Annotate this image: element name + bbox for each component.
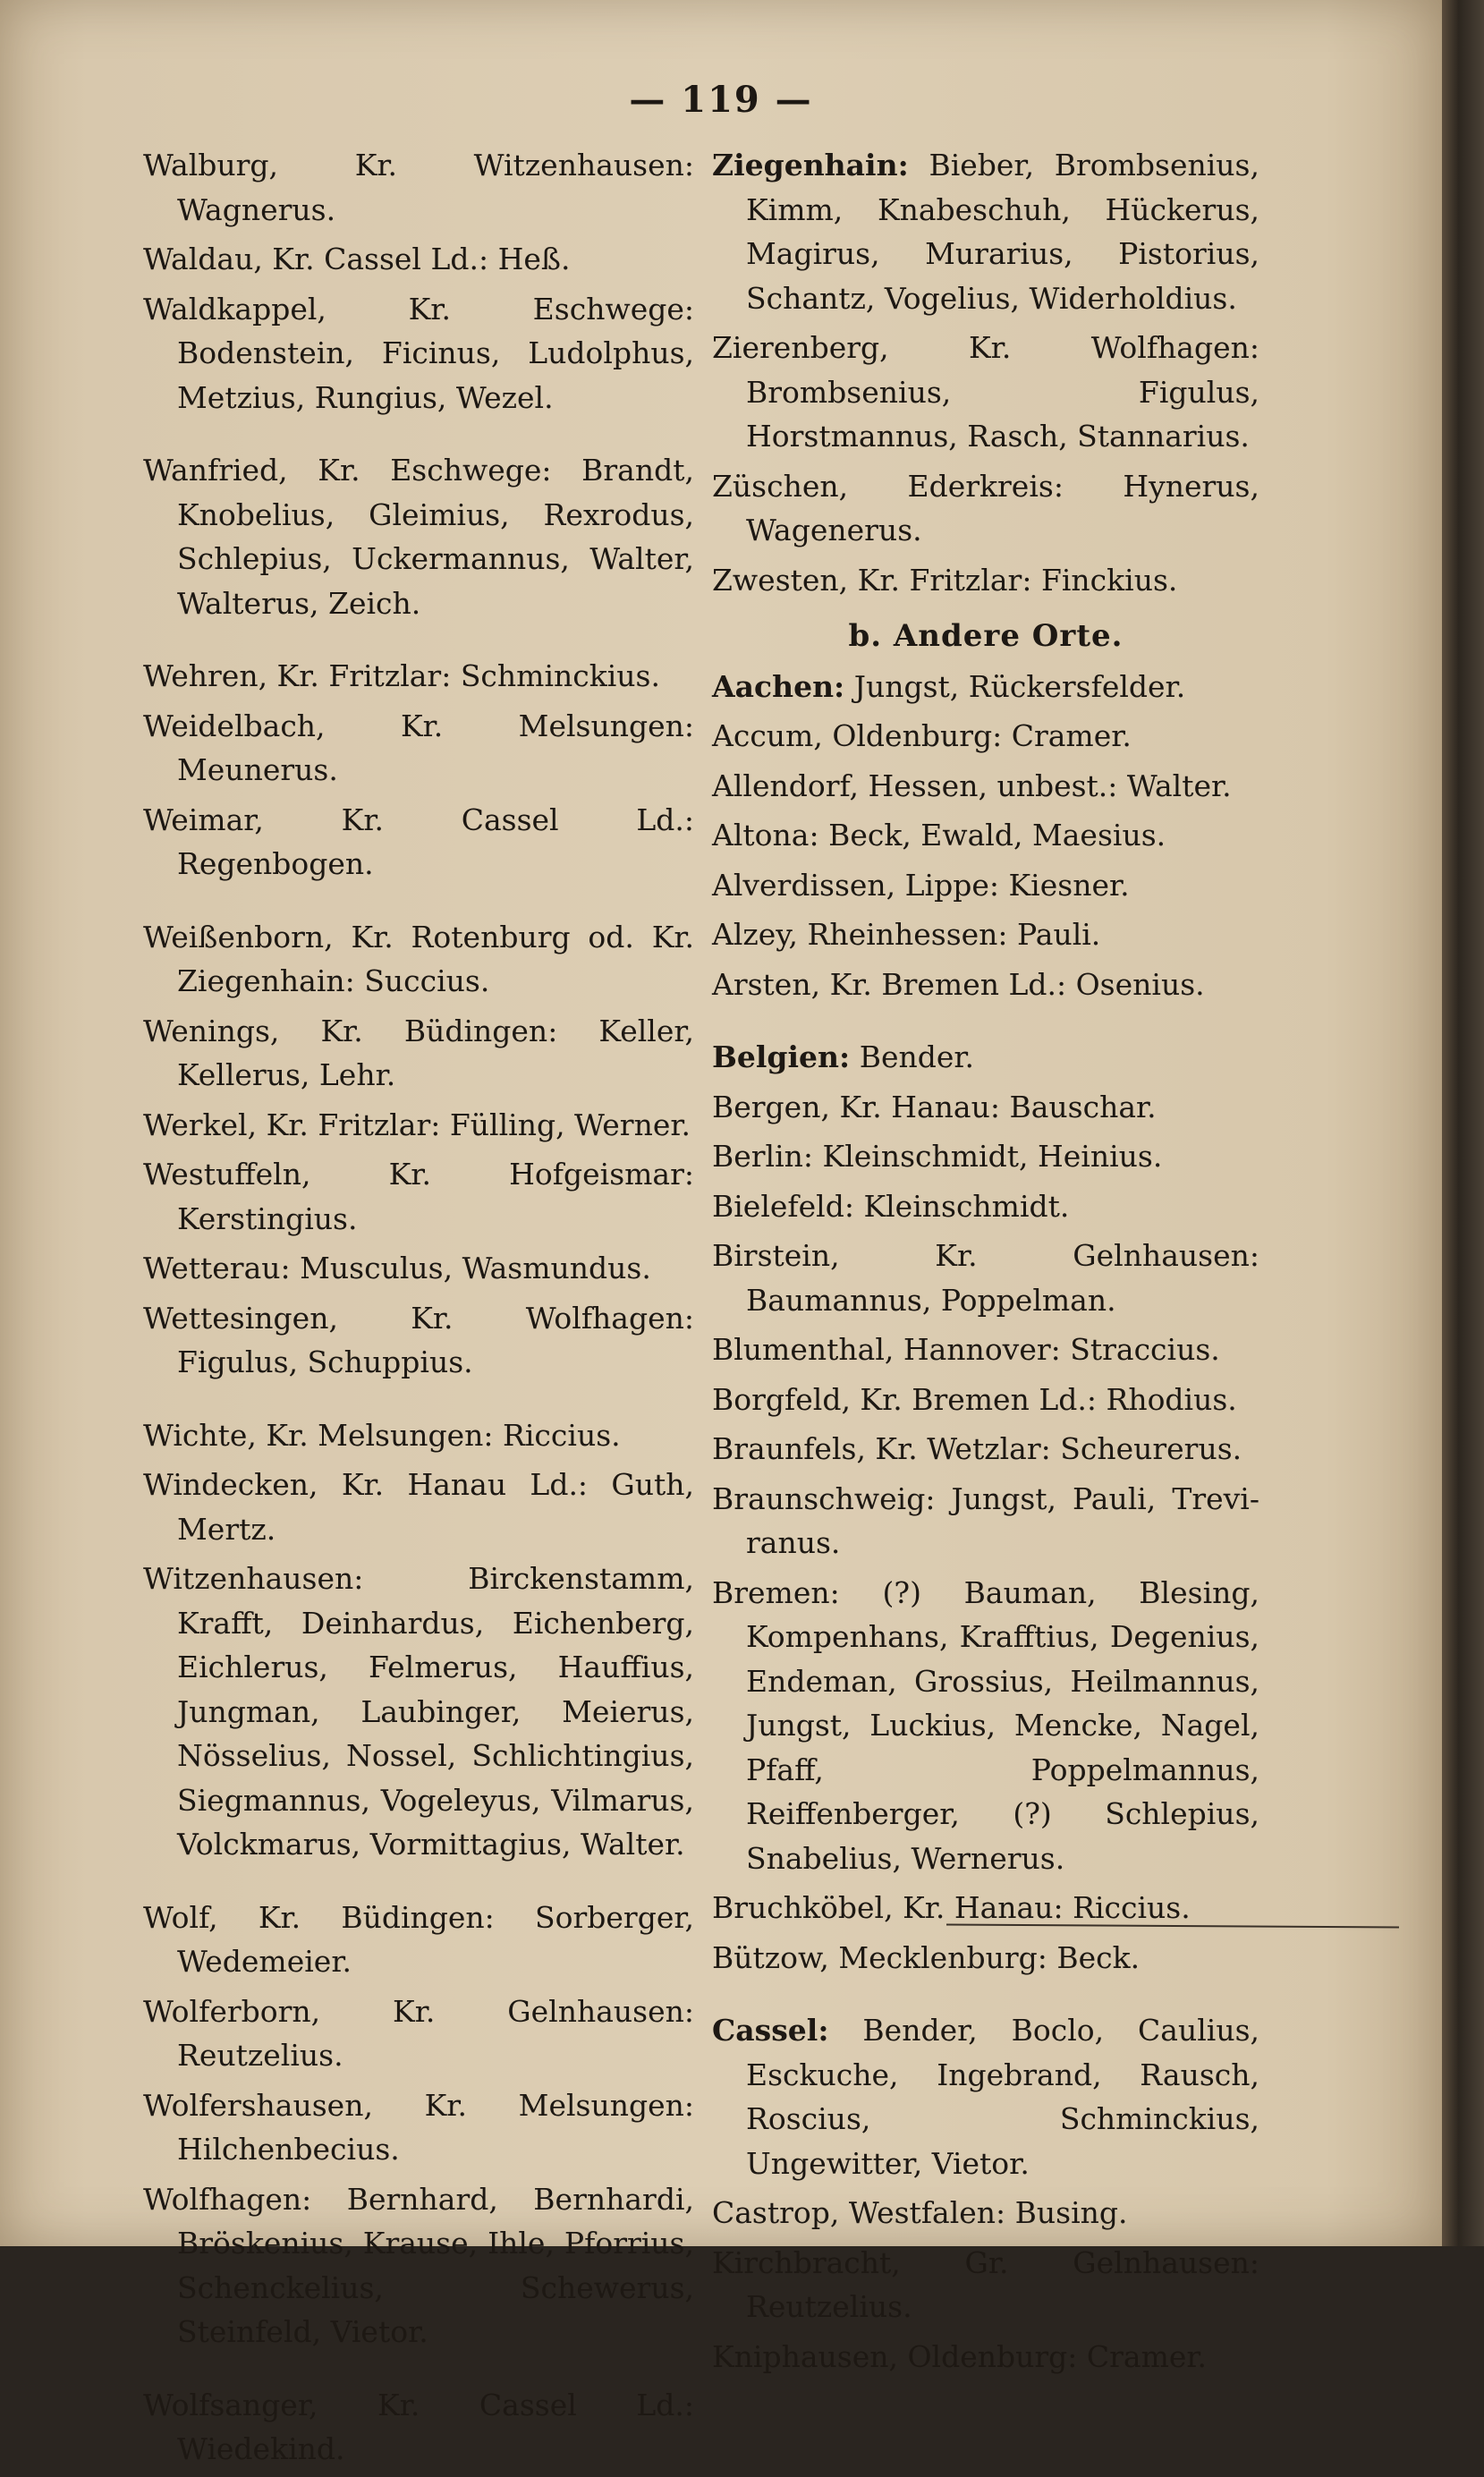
place-name: Weidelbach, Kr. Melsungen:	[143, 708, 694, 743]
place-name: Wehren, Kr. Fritzlar:	[143, 658, 452, 693]
family-names: Kleinschmidt.	[863, 1188, 1070, 1224]
place-entry	[143, 1009, 694, 1098]
place-name: Zierenberg, Kr. Wolfhagen:	[712, 330, 1259, 365]
family-names: Reutzelius.	[177, 2038, 343, 2073]
place-entry	[143, 1103, 694, 1148]
place-name: Wanfried, Kr. Eschwege:	[143, 453, 552, 488]
page-number: — 119 —	[629, 79, 813, 121]
family-names: Beck, Ewald, Maesius.	[828, 818, 1166, 853]
family-names: (?) Bauman, Blesing, Kompenhans, Krafftius, Degenius, Endeman, Grossius, Heilmannus, Jungst, Luckius, Mencke, Nagel, Pfaff, Poppelmannus, Reiffenberger, (?) Schlepius, Snabelius, Wernerus.	[746, 1574, 1259, 1876]
family-names: Keller, Kellerus, Lehr.	[177, 1013, 694, 1092]
family-names: Brombsenius, Figulus, Horstmannus, Rasch, Stannarius.	[746, 374, 1259, 454]
place-name: Arsten, Kr. Bremen Ld.:	[712, 966, 1067, 1002]
place-name: Walburg, Kr. Witzenhausen:	[143, 148, 694, 182]
place-name: Castrop, Westfalen:	[712, 2195, 1006, 2230]
family-names: Bender, Boclo, Caulius, Esckuche, Ingebrand, Rausch, Roscius, Schminckius, Ungewitter, Vietor.	[746, 2013, 1259, 2181]
place-entry	[712, 764, 1259, 809]
right-column	[712, 143, 1259, 2384]
place-name: Waldau, Kr. Cassel Ld.:	[143, 242, 489, 276]
place-name: Bremen:	[712, 1574, 840, 1610]
place-name: Alverdissen, Lippe:	[712, 867, 1000, 903]
place-entry	[143, 143, 694, 232]
place-name: Braunfels, Kr. Wetzlar:	[712, 1431, 1051, 1466]
family-names: Riccius.	[503, 1417, 621, 1453]
place-entry	[143, 915, 694, 1004]
family-names: Wagnerus.	[177, 191, 336, 227]
place-entry	[143, 1296, 694, 1385]
family-names: Brandt, Knobelius, Gleimius, Rexrodus, Schlepius, Uckermannus, Walter, Walterus, Zeich.	[177, 453, 694, 621]
family-names: Musculus, Wasmundus.	[300, 1251, 651, 1285]
place-entry	[143, 1557, 694, 1867]
family-names: Kerstingius.	[177, 1200, 358, 1236]
place-entry	[143, 287, 694, 420]
family-names: Osenius.	[1075, 966, 1205, 1002]
place-name: Werkel, Kr. Fritzlar:	[143, 1107, 441, 1142]
place-entry	[143, 1463, 694, 1551]
place-entry	[712, 558, 1259, 603]
place-entry	[712, 1378, 1259, 1422]
place-entry	[712, 2191, 1259, 2235]
family-names: Busing.	[1014, 2195, 1128, 2230]
place-name: Braunschweig:	[712, 1480, 936, 1516]
place-entry	[143, 1246, 694, 1291]
place-name: Alzey, Rheinhessen:	[712, 917, 1008, 952]
entry-gap	[143, 1872, 694, 1896]
place-name: Kniphausen, Oldenburg:	[712, 2338, 1078, 2374]
place-name: Allendorf, Hessen, unbest.:	[712, 768, 1118, 803]
place-name: Wolfsanger, Kr. Cassel Ld.:	[143, 2387, 694, 2422]
place-name: Aachen:	[712, 668, 845, 704]
place-name: Weißenborn, Kr. Rotenburg od. Kr. Ziegenhain:	[143, 919, 694, 998]
family-names: Schminckius.	[460, 658, 660, 693]
entry-gap	[712, 1985, 1259, 2008]
place-name: Zwesten, Kr. Fritzlar:	[712, 562, 1032, 598]
family-names: Heß.	[497, 242, 571, 276]
place-name: Wenings, Kr. Büdingen:	[143, 1013, 558, 1048]
place-name: Birstein, Kr. Gelnhausen:	[712, 1238, 1259, 1273]
place-entry	[712, 1234, 1259, 1322]
place-name: Blumenthal, Hannover:	[712, 1332, 1061, 1367]
place-entry	[143, 1413, 694, 1458]
family-names: Reutzelius.	[746, 2289, 912, 2324]
place-entry	[143, 1896, 694, 1984]
family-names: Pauli.	[1017, 917, 1101, 952]
place-entry	[712, 1085, 1259, 1130]
family-names: Walter.	[1126, 768, 1232, 803]
place-entry	[143, 704, 694, 793]
place-entry	[712, 813, 1259, 858]
place-name: Bruchköbel, Kr. Hanau:	[712, 1890, 1064, 1925]
place-name: Wettesingen, Kr. Wolfhagen:	[143, 1300, 694, 1336]
family-names: Scheurerus.	[1060, 1431, 1242, 1466]
place-name: Weimar, Kr. Cassel Ld.:	[143, 802, 694, 837]
family-names: Figulus, Schuppius.	[177, 1345, 473, 1379]
family-names: Cramer.	[1011, 718, 1132, 753]
family-names: Jungst, Rückersfelder.	[853, 668, 1186, 704]
family-names: Riccius.	[1073, 1890, 1191, 1925]
place-entry	[143, 2083, 694, 2172]
section-subheading: b. Andere Orte.	[848, 618, 1124, 654]
family-names: Straccius.	[1070, 1332, 1220, 1367]
place-entry	[712, 143, 1259, 320]
place-name: Cassel:	[712, 2013, 829, 2048]
place-entry	[712, 863, 1259, 908]
place-entry	[712, 912, 1259, 957]
book-spine	[1442, 0, 1484, 2246]
family-names: Baumannus, Poppelman.	[746, 1282, 1116, 1318]
place-name: Westuffeln, Kr. Hofgeismar:	[143, 1157, 694, 1192]
family-names: Meunerus.	[177, 752, 338, 787]
entry-gap	[143, 2360, 694, 2383]
family-names: Kiesner.	[1008, 867, 1130, 903]
place-entry	[143, 448, 694, 625]
family-names: Hynerus, Wagenerus.	[746, 468, 1259, 547]
place-entry	[712, 464, 1259, 553]
place-name: Witzenhausen:	[143, 1561, 364, 1596]
place-entry	[712, 1328, 1259, 1372]
place-entry	[712, 1035, 1259, 1080]
place-entry	[143, 2383, 694, 2472]
place-name: Kirchbracht, Gr. Gelnhausen:	[712, 2244, 1259, 2280]
place-name: Wolfershausen, Kr. Melsungen:	[143, 2087, 694, 2123]
place-name: Wetterau:	[143, 1251, 291, 1285]
family-names: Succius.	[364, 963, 490, 998]
place-name: Bielefeld:	[712, 1188, 854, 1224]
family-names: Hilchenbecius.	[177, 2132, 400, 2167]
place-entry	[712, 714, 1259, 759]
place-entry	[712, 963, 1259, 1007]
place-name: Windecken, Kr. Hanau Ld.:	[143, 1467, 589, 1502]
family-names: Rhodius.	[1106, 1381, 1237, 1417]
place-name: Belgien:	[712, 1039, 851, 1074]
family-names: Finckius.	[1040, 562, 1178, 598]
place-entry	[143, 2177, 694, 2354]
place-entry	[712, 1477, 1259, 1565]
family-names: Bodenstein, Ficinus, Ludolphus, Metzius, Rungius, Wezel.	[177, 335, 694, 415]
place-name: Accum, Oldenburg:	[712, 718, 1003, 753]
place-entry	[712, 326, 1259, 459]
place-entry	[143, 237, 694, 282]
entry-gap	[143, 631, 694, 654]
family-names: Beck.	[1056, 1939, 1141, 1975]
family-names: Bernhard, Bernhardi, Bröskenius, Krause, Ihle, Pforrius, Schenckelius, Schewerus, Steinfeld, Vietor.	[177, 2181, 694, 2349]
place-name: Berlin:	[712, 1139, 814, 1174]
right-column-entries-bottom	[712, 665, 1259, 2379]
place-name: Wolfhagen:	[143, 2181, 312, 2217]
place-entry	[712, 665, 1259, 709]
place-entry	[143, 654, 694, 699]
place-name: Wichte, Kr. Melsungen:	[143, 1417, 494, 1453]
place-entry	[712, 1134, 1259, 1179]
family-names: Guth, Mertz.	[177, 1467, 694, 1547]
left-column	[143, 143, 694, 2477]
place-name: Züschen, Ederkreis:	[712, 468, 1064, 504]
family-names: Bieber, Brombsenius, Kimm, Knabeschuh, Hückerus, Magirus, Murarius, Pistorius, Schantz, Vogelius, Widerholdius.	[746, 148, 1259, 316]
place-entry	[712, 1184, 1259, 1229]
place-name: Wolf, Kr. Büdingen:	[143, 1899, 495, 1935]
place-name: Altona:	[712, 818, 819, 853]
family-names: Wiedekind.	[177, 2431, 345, 2466]
place-entry	[712, 2335, 1259, 2379]
family-names: Sorberger, Wedemeier.	[177, 1899, 694, 1979]
family-names: Bender.	[859, 1039, 975, 1074]
family-names: Cramer.	[1086, 2338, 1208, 2374]
place-name: Bergen, Kr. Hanau:	[712, 1089, 1000, 1124]
family-names: Jungst, Pauli, Treviranus.	[746, 1480, 1259, 1560]
place-entry	[143, 1152, 694, 1241]
place-name: Wolferborn, Kr. Gelnhausen:	[143, 1993, 694, 2029]
place-entry	[712, 2241, 1259, 2329]
entry-gap	[143, 892, 694, 915]
right-column-entries-top	[712, 143, 1259, 602]
place-name: Ziegenhain:	[712, 148, 909, 182]
place-entry	[143, 1989, 694, 2078]
entry-gap	[712, 1012, 1259, 1035]
place-entry	[712, 2008, 1259, 2185]
family-names: Birckenstamm, Krafft, Deinhardus, Eichenberg, Eichlerus, Felmerus, Hauffius, Jungman, Laubinger, Meierus, Nösselius, Nossel, Schlichtingius, Siegmannus, Vogeleyus, Vilmarus, Volckmarus, Vormittagius, Walter.	[177, 1561, 694, 1862]
family-names: Kleinschmidt, Heinius.	[822, 1139, 1163, 1174]
entry-gap	[143, 1390, 694, 1413]
place-name: Waldkappel, Kr. Eschwege:	[143, 291, 694, 327]
family-names: Bauschar.	[1009, 1089, 1157, 1124]
place-name: Bützow, Mecklenburg:	[712, 1939, 1047, 1975]
place-entry	[712, 1427, 1259, 1472]
place-entry	[143, 798, 694, 886]
place-entry	[712, 1936, 1259, 1981]
entry-gap	[143, 425, 694, 448]
place-entry	[712, 1571, 1259, 1881]
family-names: Regenbogen.	[177, 846, 374, 881]
family-names: Fülling, Werner.	[449, 1107, 691, 1142]
place-name: Borgfeld, Kr. Bremen Ld.:	[712, 1381, 1097, 1417]
